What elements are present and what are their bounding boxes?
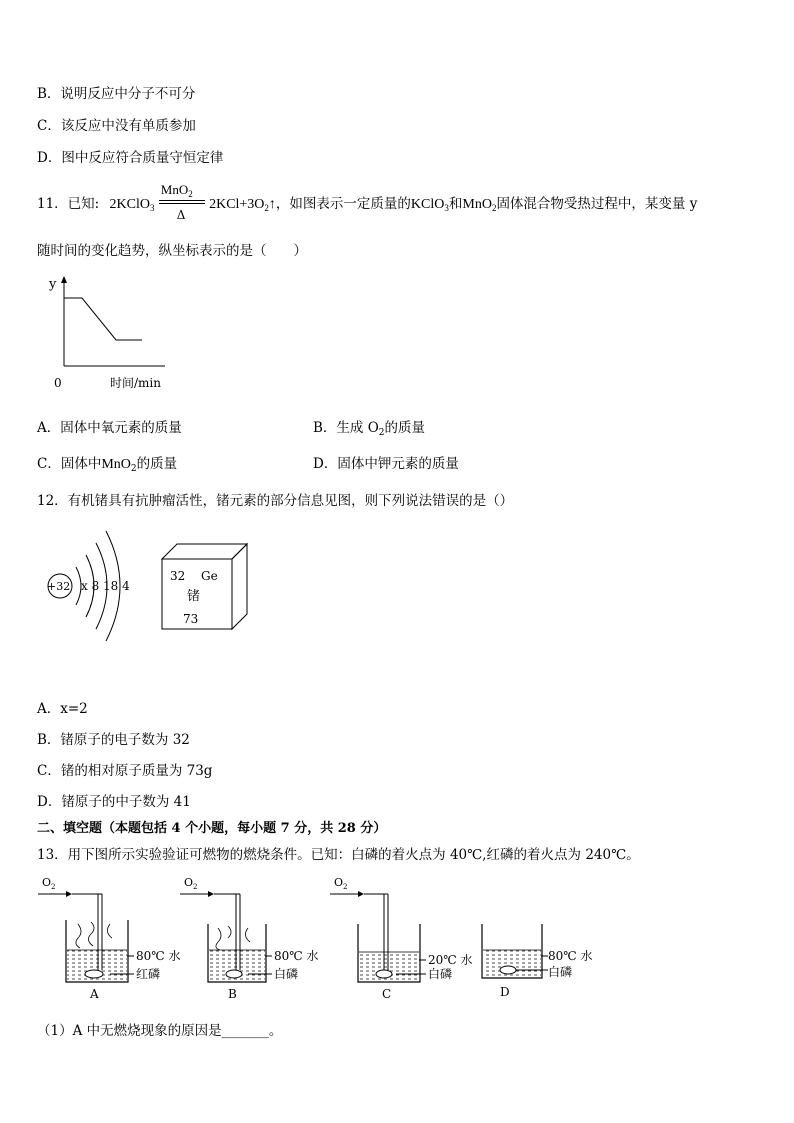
equation-products: $2KCl+3O_2↑$ bbox=[209, 197, 276, 213]
combustion-experiment-figure bbox=[36, 870, 606, 1005]
q12-option-c: C．锗的相对原子质量为 73g bbox=[37, 763, 213, 779]
svg-text:80℃ 水: 80℃ 水 bbox=[548, 949, 593, 963]
q11-option-b: B．生成 $O_2$的质量 bbox=[313, 420, 426, 438]
svg-text:白磷: 白磷 bbox=[548, 965, 573, 979]
svg-text:80℃ 水: 80℃ 水 bbox=[136, 949, 181, 963]
o2-label-c: $O_2$ bbox=[334, 876, 348, 891]
q12-option-b: B．锗原子的电子数为 32 bbox=[37, 732, 190, 748]
electron-shells: x 8 18 4 bbox=[81, 579, 130, 593]
q10-option-b: B．说明反应中分子不可分 bbox=[37, 86, 196, 102]
svg-text:D: D bbox=[500, 985, 510, 999]
beaker-a bbox=[38, 876, 181, 1001]
q10-option-d: D．图中反应符合质量守恒定律 bbox=[37, 150, 224, 166]
q11-graph bbox=[40, 270, 180, 395]
graph-y-label: y bbox=[49, 277, 57, 292]
svg-text:B: B bbox=[228, 987, 237, 1001]
nucleus-charge: +32 bbox=[47, 580, 71, 593]
q12-stem: 12．有机锗具有抗肿瘤活性，锗元素的部分信息见图，则下列说法错误的是（） bbox=[37, 493, 514, 509]
svg-text:A: A bbox=[90, 987, 99, 1001]
graph-origin: 0 bbox=[54, 376, 62, 390]
q13-stem: 13．用下图所示实验验证可燃物的燃烧条件。已知：白磷的着火点为 40℃,红磷的着火点为 240℃。 bbox=[37, 847, 640, 863]
svg-text:红磷: 红磷 bbox=[136, 967, 161, 981]
periodic-table-cell bbox=[158, 542, 253, 632]
q11-stem-line1: 11．已知: 2KClO$_3$ MnO$_2$ Δ $2KCl+3O_2↑$，如图表示一定质量的KClO$_3$和MnO$_2$固体混合物受热过程中，某变量 y bbox=[37, 181, 698, 222]
q11-stem-line2: 随时间的变化趋势，纵坐标表示的是（ ） bbox=[37, 243, 307, 259]
section-heading: 二、填空题（本题包括 4 个小题，每小题 7 分，共 28 分） bbox=[37, 821, 387, 836]
atomic-mass: 73 bbox=[183, 612, 199, 626]
atomic-number: 32 bbox=[170, 569, 186, 583]
beaker-d bbox=[482, 924, 593, 999]
graph-x-label: 时间/min bbox=[110, 376, 161, 390]
o2-label-a: $O_2$ bbox=[42, 876, 56, 891]
q12-option-a: A．x=2 bbox=[37, 701, 88, 717]
beaker-b bbox=[180, 876, 319, 1001]
q12-option-d: D．锗原子的中子数为 41 bbox=[37, 794, 191, 810]
svg-text:80℃ 水: 80℃ 水 bbox=[274, 949, 319, 963]
svg-text:20℃ 水: 20℃ 水 bbox=[428, 953, 473, 967]
q11-option-a: A．固体中氧元素的质量 bbox=[37, 420, 182, 436]
svg-text:C: C bbox=[382, 987, 392, 1001]
mno2-formula: MnO$_2$ bbox=[462, 197, 497, 213]
equation-reactant: 2KClO$_3$ bbox=[109, 197, 155, 213]
atomic-structure-diagram bbox=[40, 525, 140, 645]
beaker-c bbox=[330, 876, 473, 1001]
equation-condition: MnO$_2$ Δ bbox=[159, 198, 205, 212]
element-name: 锗 bbox=[187, 589, 201, 604]
q13-subquestion-1: （1）A 中无燃烧现象的原因是_______。 bbox=[37, 1023, 283, 1039]
q11-option-d: D．固体中钾元素的质量 bbox=[313, 456, 459, 472]
q11-number: 11．已知: bbox=[37, 196, 100, 212]
element-symbol: Ge bbox=[201, 569, 218, 583]
o2-label-b: $O_2$ bbox=[184, 876, 198, 891]
q11-option-c: C．固体中MnO$_2$的质量 bbox=[37, 456, 178, 474]
q10-option-c: C．该反应中没有单质参加 bbox=[37, 118, 196, 134]
svg-text:白磷: 白磷 bbox=[428, 967, 453, 981]
graph-curve bbox=[64, 298, 142, 340]
kclo3-formula: KClO$_3$ bbox=[410, 197, 449, 213]
svg-text:白磷: 白磷 bbox=[274, 967, 299, 981]
